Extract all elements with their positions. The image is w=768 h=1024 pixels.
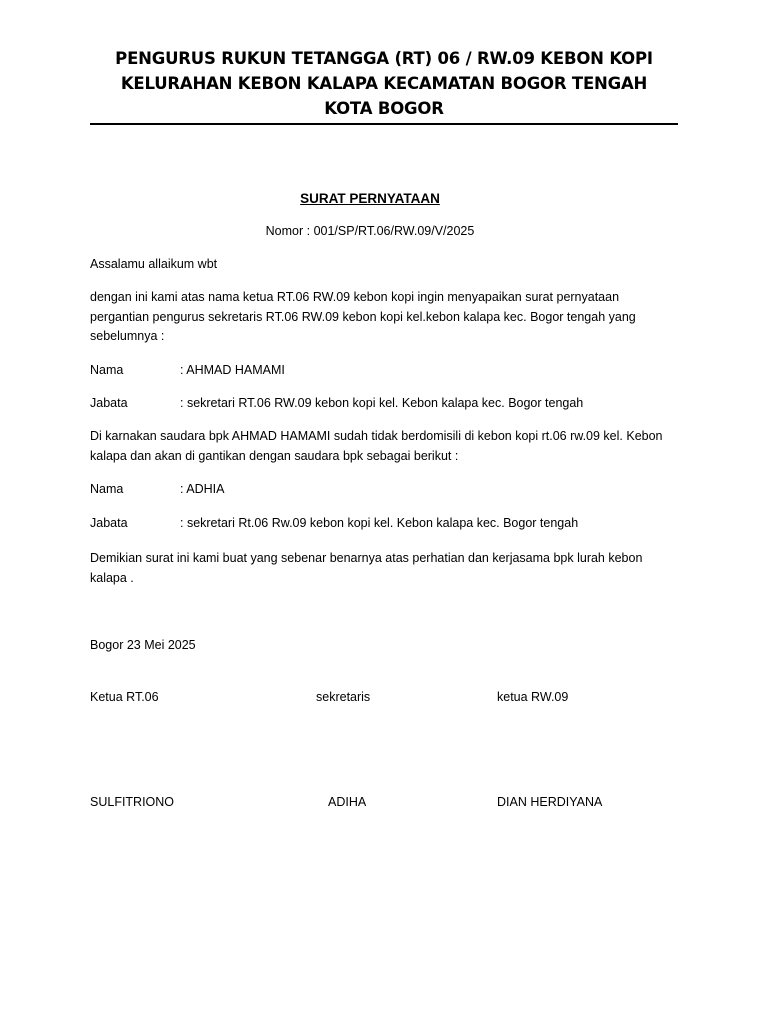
reason-paragraph: Di karnakan saudara bpk AHMAD HAMAMI sudah tidak berdomisili di kebon kopi rt.06 rw.09 kel. Kebon kalapa dan akan di gantikan dengan saudara bpk sebagai berikut :	[90, 429, 663, 463]
previous-name-value: : AHMAD HAMAMI	[180, 363, 285, 377]
intro-paragraph: dengan ini kami atas nama ketua RT.06 RW.09 kebon kopi ingin menyapaikan surat pernyataan pergantian pengurus sekretaris RT.06 RW.09 kebon kopi kel.kebon kalapa kec. Bogor tengah yang sebelumnya :	[90, 290, 636, 343]
closing-paragraph: Demikian surat ini kami buat yang sebenar benarnya atas perhatian dan kerjasama bpk lurah kebon kalapa .	[90, 551, 643, 585]
signature-name-secretary: ADIHA	[328, 795, 367, 809]
letterhead-line-1: PENGURUS RUKUN TETANGGA (RT) 06 / RW.09 KEBON KOPI	[115, 49, 653, 68]
previous-position-field	[90, 394, 583, 412]
letterhead-divider	[90, 123, 678, 125]
document-title: SURAT PERNYATAAN	[300, 191, 440, 206]
previous-name-field	[90, 361, 285, 379]
signature-role-rt: Ketua RT.06	[90, 690, 159, 704]
letterhead	[90, 46, 678, 121]
signature-role-rw: ketua RW.09	[497, 690, 569, 704]
signature-name-rt: SULFITRIONO	[90, 795, 175, 809]
greeting: Assalamu allaikum wbt	[90, 257, 218, 271]
signature-name-rw: DIAN HERDIYANA	[497, 795, 603, 809]
letterhead-line-2: KELURAHAN KEBON KALAPA KECAMATAN BOGOR TENGAH	[120, 74, 648, 93]
replacement-name-value: : ADHIA	[180, 482, 225, 496]
replacement-position-field	[90, 514, 578, 532]
place-date: Bogor 23 Mei 2025	[90, 638, 196, 652]
previous-position-value: : sekretari RT.06 RW.09 kebon kopi kel. Kebon kalapa kec. Bogor tengah	[180, 396, 584, 410]
replacement-position-value: : sekretari Rt.06 Rw.09 kebon kopi kel. Kebon kalapa kec. Bogor tengah	[180, 516, 579, 530]
previous-name-label: Nama	[90, 363, 124, 377]
replacement-name-field	[90, 480, 224, 498]
letterhead-line-3: KOTA BOGOR	[324, 99, 444, 118]
document-number: Nomor : 001/SP/RT.06/RW.09/V/2025	[265, 224, 475, 238]
previous-position-label: Jabata	[90, 396, 128, 410]
replacement-name-label: Nama	[90, 482, 124, 496]
replacement-position-label: Jabata	[90, 516, 128, 530]
signature-role-secretary: sekretaris	[316, 690, 371, 704]
